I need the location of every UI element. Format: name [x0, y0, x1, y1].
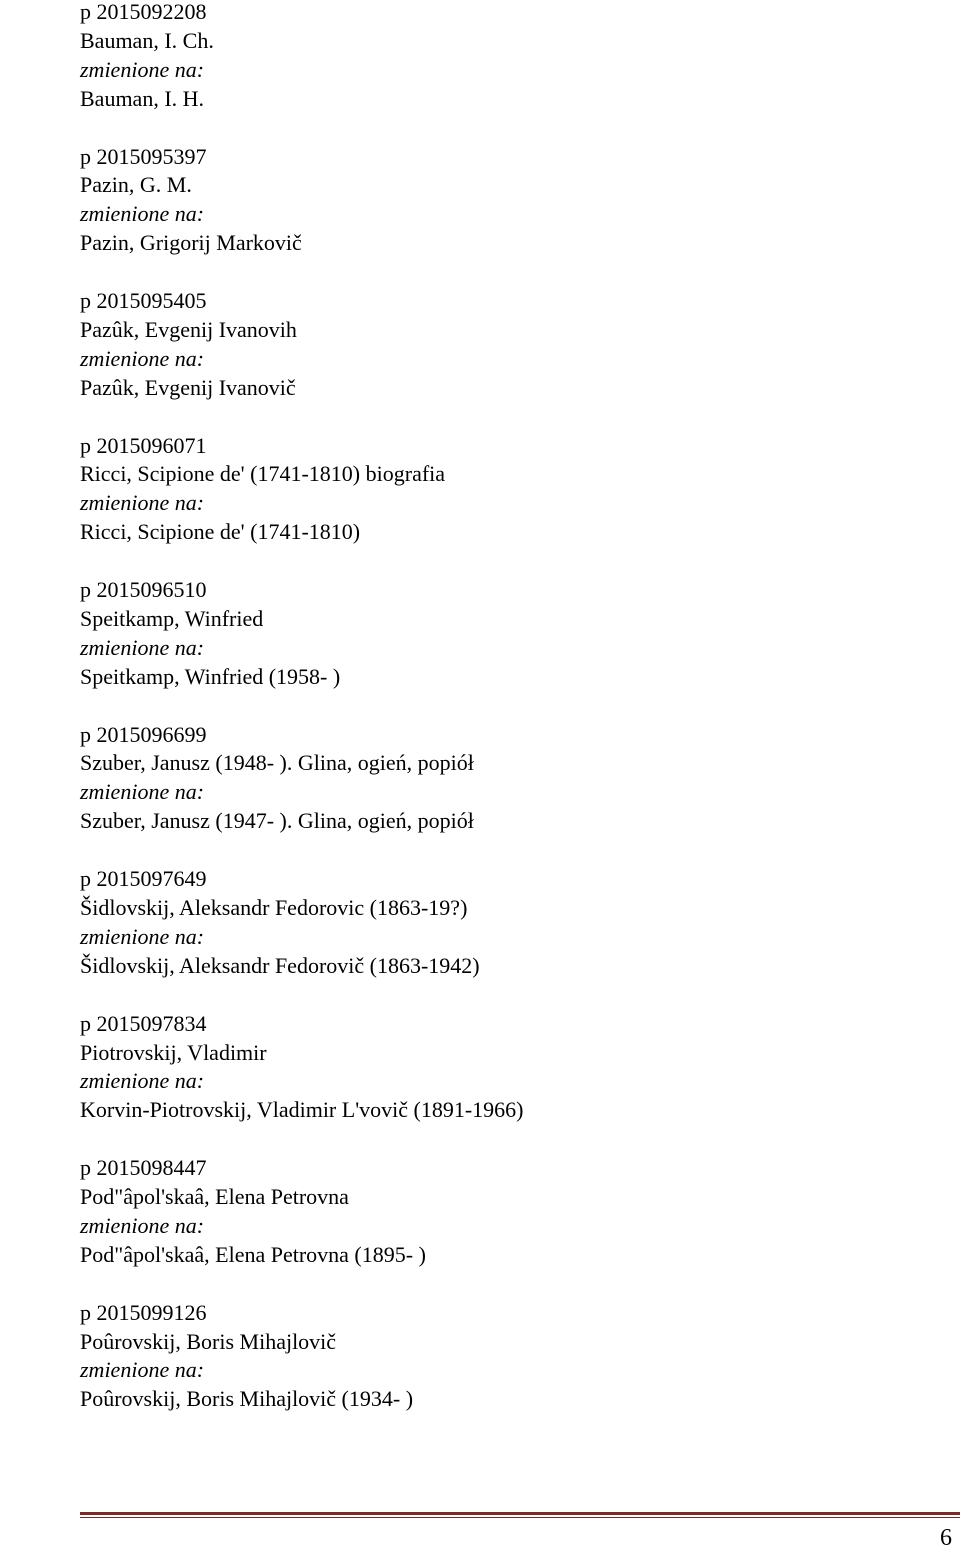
record-entry [80, 143, 940, 259]
record-entry [80, 1010, 940, 1126]
old-heading: Bauman, I. Ch. [80, 27, 214, 53]
old-heading: Ricci, Scipione de' (1741-1810) biografia [80, 461, 446, 487]
old-heading: Speitkamp, Winfried [80, 605, 264, 631]
new-heading: Šidlovskij, Aleksandr Fedorovič (1863-1942) [80, 952, 480, 978]
record-id: p 2015098447 [80, 1155, 207, 1181]
record-id: p 2015095405 [80, 288, 207, 314]
record-entry [80, 432, 940, 548]
new-heading: Ricci, Scipione de' (1741-1810) [80, 519, 361, 545]
new-heading: Pod"âpol'skaâ, Elena Petrovna (1895- ) [80, 1241, 426, 1267]
record-id: p 2015096699 [80, 721, 207, 747]
old-heading: Poûrovskij, Boris Mihajlovič [80, 1328, 337, 1354]
changed-to-label: zmienione na: [80, 923, 205, 949]
old-heading: Šidlovskij, Aleksandr Fedorovic (1863-19?) [80, 895, 468, 920]
new-heading: Korvin-Piotrovskij, Vladimir L'vovič (1891-1966) [80, 1097, 524, 1123]
page-number: 6 [940, 1525, 952, 1551]
record-entry [80, 1154, 940, 1270]
old-heading: Pazin, G. M. [80, 172, 192, 198]
changed-to-label: zmienione na: [80, 56, 205, 82]
new-heading: Pazin, Grigorij Markovič [80, 230, 302, 256]
document-body [80, 0, 940, 1414]
record-id: p 2015097649 [80, 866, 207, 892]
footer-rule [80, 1512, 960, 1518]
record-id: p 2015095397 [80, 143, 207, 169]
changed-to-label: zmienione na: [80, 490, 205, 516]
changed-to-label: zmienione na: [80, 1212, 205, 1238]
footer-rule-thick [80, 1512, 960, 1515]
changed-to-label: zmienione na: [80, 1068, 205, 1094]
changed-to-label: zmienione na: [80, 779, 205, 805]
record-id: p 2015096071 [80, 432, 207, 458]
record-entry [80, 0, 940, 114]
new-heading: Poûrovskij, Boris Mihajlovič (1934- ) [80, 1386, 414, 1412]
record-entry [80, 576, 940, 692]
new-heading: Speitkamp, Winfried (1958- ) [80, 663, 341, 689]
footer-rule-thin [80, 1517, 960, 1518]
record-id: p 2015097834 [80, 1010, 207, 1036]
old-heading: Pod"âpol'skaâ, Elena Petrovna [80, 1184, 349, 1210]
old-heading: Pazûk, Evgenij Ivanovih [80, 316, 297, 342]
record-entry [80, 865, 940, 981]
record-entry [80, 1299, 940, 1415]
old-heading: Szuber, Janusz (1948- ). Glina, ogień, popiół [80, 750, 474, 776]
changed-to-label: zmienione na: [80, 345, 205, 371]
record-id: p 2015092208 [80, 0, 207, 24]
new-heading: Szuber, Janusz (1947- ). Glina, ogień, popiół [80, 808, 474, 834]
new-heading: Bauman, I. H. [80, 85, 205, 111]
record-id: p 2015099126 [80, 1299, 207, 1325]
record-id: p 2015096510 [80, 577, 207, 603]
old-heading: Piotrovskij, Vladimir [80, 1039, 267, 1065]
changed-to-label: zmienione na: [80, 1357, 205, 1383]
record-entry [80, 721, 940, 837]
new-heading: Pazûk, Evgenij Ivanovič [80, 374, 296, 400]
changed-to-label: zmienione na: [80, 634, 205, 660]
changed-to-label: zmienione na: [80, 201, 205, 227]
record-entry [80, 287, 940, 403]
